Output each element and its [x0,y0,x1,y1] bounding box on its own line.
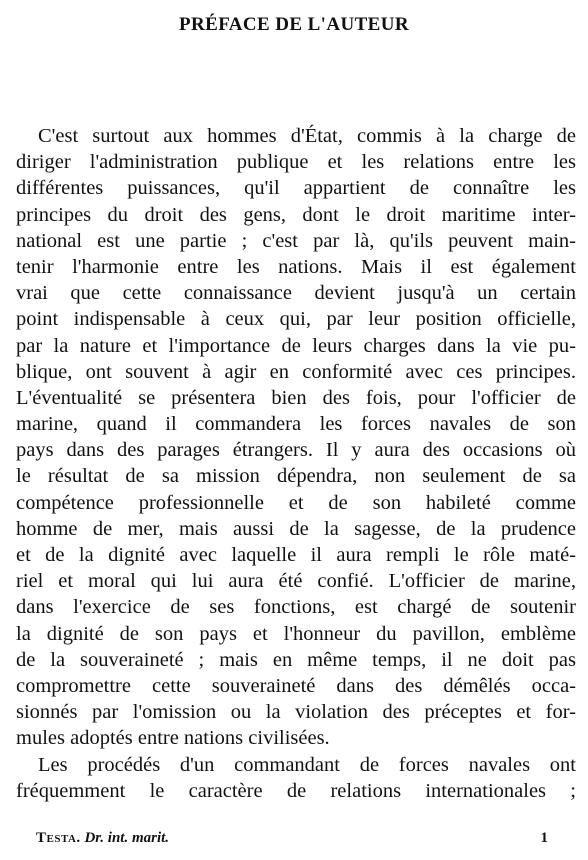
footer-signature [36,830,169,846]
text-line: compétence professionnelle et de son habileté comme [16,491,576,514]
text-line: la dignité de son pays et l'honneur du pavillon, emblème [16,622,576,645]
text-line: homme de mer, mais aussi de la sagesse, de la prudence [16,517,576,540]
text-line: différentes puissances, qu'il appartient de connaître les [16,177,576,200]
page-number: 1 [540,830,548,846]
text-line: et de la dignité avec laquelle il aura rempli le rôle maté- [16,544,576,566]
footer-work: Dr. int. marit. [84,830,170,846]
text-line: dans l'exercice de ses fonctions, est chargé de soutenir [16,596,576,619]
text-line: diriger l'administration publique et les relations entre les [16,151,576,174]
text-line: par la nature et l'importance de leurs charges dans la vie pu- [16,334,576,357]
text-line: point indispensable à ceux qui, par leur position officielle, [16,308,576,331]
text-line: sionnés par l'omission ou la violation des préceptes et for- [16,701,576,724]
text-line: national est une partie ; c'est par là, qu'ils peuvent main- [16,229,576,252]
text-line: C'est surtout aux hommes d'État, commis à la charge de [38,125,576,147]
text-line: fréquemment le caractère de relations internationales ; [16,779,576,802]
text-line: riel et moral qui lui aura été confié. L'officier de marine, [16,570,576,593]
body-text [16,123,576,804]
text-line: L'éventualité se présentera bien des fois, pour l'officier de [16,386,576,409]
text-line: mules adoptés entre nations civilisées. [16,727,330,750]
text-line: pays dans des parages étrangers. Il y aura des occasions où [16,439,576,462]
text-line: Les procédés d'un commandant de forces navales ont [38,753,576,776]
text-line: vrai que cette connaissance devient jusqu'à un certain [16,282,576,305]
text-line: tenir l'harmonie entre les nations. Mais il est également [16,255,576,278]
page-title: PRÉFACE DE L'AUTEUR [179,14,409,35]
text-line: le résultat de sa mission dépendra, non seulement de sa [16,465,576,488]
text-line: principes du droit des gens, dont le droit maritime inter- [16,203,576,226]
footer-author: Testa. [36,830,81,846]
text-line: de la souveraineté ; mais en même temps, il ne doit pas [16,648,576,671]
text-line: marine, quand il commandera les forces navales de son [16,413,576,436]
text-line: compromettre cette souveraineté dans des démêlés occa- [16,674,576,697]
page-footer [36,830,566,847]
text-line: blique, ont souvent à agir en conformité avec ces principes. [16,360,576,383]
